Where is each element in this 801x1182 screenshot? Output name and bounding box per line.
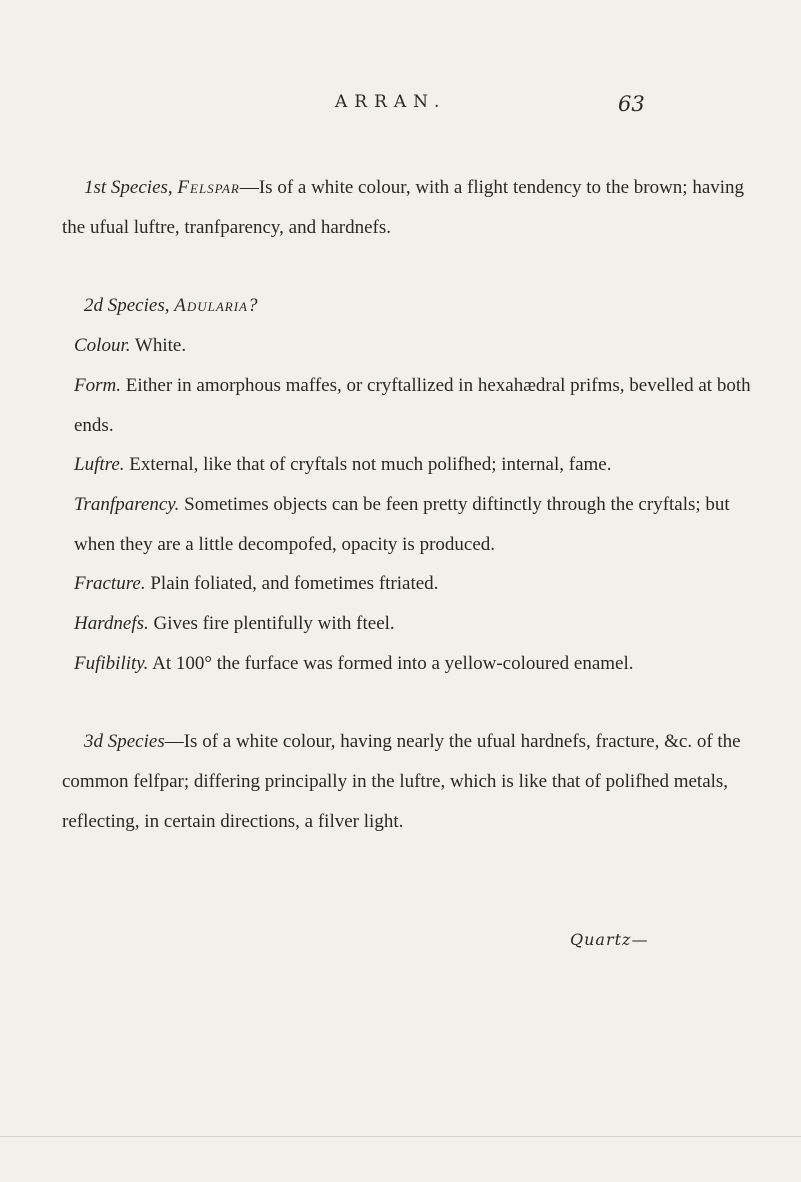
- running-head: ARRAN.: [335, 92, 447, 112]
- catchword: Quartz—: [570, 930, 649, 949]
- field-label: Fracture.: [74, 573, 146, 595]
- field-text: External, like that of cryftals not much polifhed; internal, fame.: [129, 454, 612, 476]
- species-lead: 1st Species,: [84, 177, 173, 198]
- field-colour: [62, 326, 758, 366]
- field-form: [62, 366, 758, 445]
- field-label: Form.: [74, 374, 121, 396]
- field-text: White.: [134, 335, 187, 357]
- field-text: Gives fire plentifully with fteel.: [153, 613, 395, 635]
- species-lead: 3d Species: [84, 731, 165, 753]
- field-fusibility: [62, 644, 758, 684]
- field-text: Plain foliated, and fometimes ftriated.: [150, 573, 439, 595]
- field-label: Hardnefs.: [74, 613, 149, 635]
- field-fracture: [62, 564, 758, 604]
- paragraph-second-species: [62, 286, 758, 326]
- paragraph-third-species: [62, 722, 758, 841]
- field-lustre: [62, 445, 758, 485]
- field-label: Fufibility.: [74, 652, 149, 674]
- page-header: [0, 92, 801, 122]
- paragraph-first-species: [62, 168, 758, 247]
- species-name: Adularia?: [174, 295, 259, 317]
- field-label: Luftre.: [74, 454, 125, 476]
- field-label: Colour.: [74, 335, 131, 357]
- page-number: 63: [618, 92, 645, 116]
- field-transparency: [62, 485, 758, 564]
- species-lead: 2d Species,: [84, 295, 170, 317]
- paragraph-text: —Is of a white colour, with a flight tendency to the brown; having the ufual luftre, tranfparency, and hardnefs.: [62, 177, 745, 238]
- field-text: Sometimes objects can be feen pretty diftinctly through the cryftals; but when they are a little decompofed, opacity is produced.: [74, 493, 730, 555]
- field-text: Either in amorphous maffes, or cryftallized in hexahædral prifms, bevelled at both ends.: [74, 374, 751, 436]
- page-edge-divider: [0, 1136, 801, 1137]
- species-name: Felspar: [177, 177, 240, 198]
- field-label: Tranfparency.: [74, 493, 180, 515]
- body-text: [62, 168, 758, 842]
- paragraph-text: —Is of a white colour, having nearly the ufual hardnefs, fracture, &c. of the common felfpar; differing principally in the luftre, which is like that of polifhed metals, reflecting, in certain directions, a filver light.: [62, 731, 741, 832]
- field-hardness: [62, 604, 758, 644]
- field-text: At 100° the furface was formed into a yellow-coloured enamel.: [152, 652, 634, 674]
